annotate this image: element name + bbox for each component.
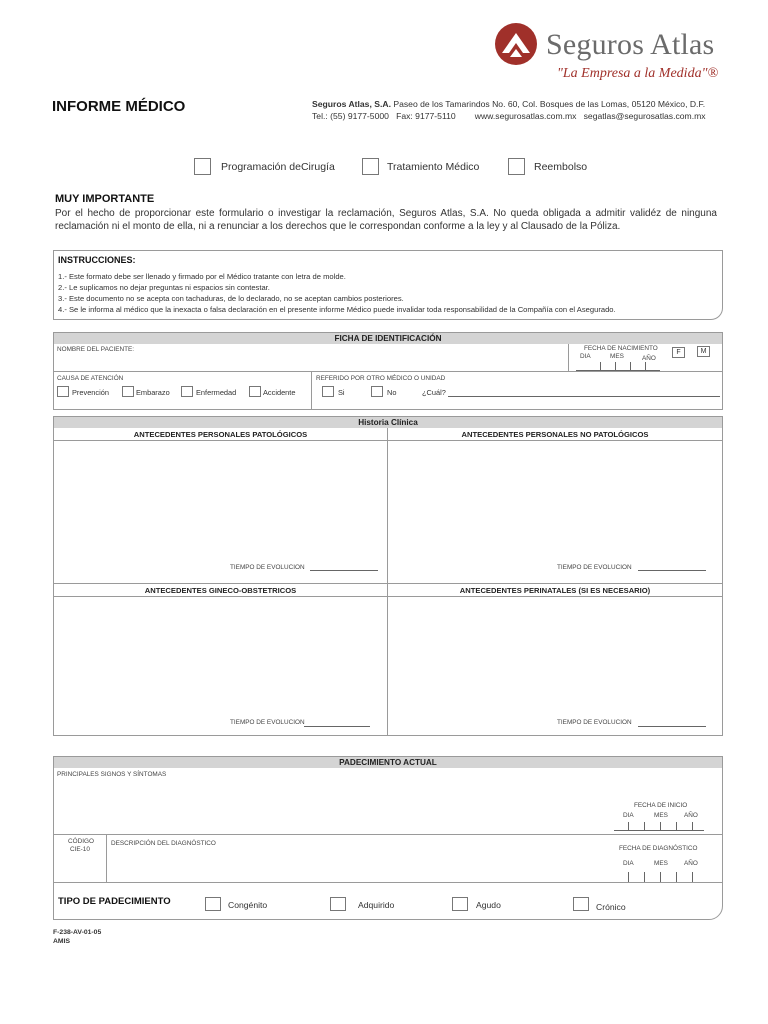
instruction-item: 4.- Se le informa al médico que la inexacta o falsa declaración en el presente informe Médico puede invalidar toda responsabilidad de la Compañía con el Asegurado.: [58, 305, 616, 314]
tick: [628, 872, 629, 882]
col-gineco: ANTECEDENTES GINECO-OBSTETRICOS: [144, 586, 297, 595]
col-patologicos: ANTECEDENTES PERSONALES PATOLÓGICOS: [133, 430, 308, 439]
label-embarazo: Embarazo: [136, 388, 170, 397]
ficha-title: FICHA DE IDENTIFICACIÓN: [54, 333, 722, 344]
divider: [53, 834, 723, 835]
fecha-inicio-line[interactable]: [614, 830, 704, 831]
company-address: Paseo de los Tamarindos No. 60, Col. Bosques de las Lomas, 05120 México, D.F.: [393, 99, 706, 109]
inicio-anio-label: AÑO: [684, 812, 698, 819]
divider: [311, 372, 312, 409]
label-tratamiento-medico: Tratamiento Médico: [387, 161, 480, 173]
tick: [630, 362, 631, 370]
divider: [53, 583, 723, 584]
diag-dia-label: DIA: [623, 860, 634, 867]
birth-year-label: AÑO: [642, 355, 656, 362]
checkbox-programacion-cirugia[interactable]: [194, 158, 211, 175]
seguros-atlas-logo-icon: [494, 22, 538, 66]
label-prevencion: Prevención: [72, 388, 109, 397]
tiempo-evolucion-label: TIEMPO DE EVOLUCION: [557, 564, 632, 571]
label-cronico: Crónico: [596, 902, 626, 912]
tipo-padecimiento-title: TIPO DE PADECIMIENTO: [58, 896, 171, 907]
col-no-patologicos: ANTECEDENTES PERSONALES NO PATOLÓGICOS: [461, 430, 649, 439]
tiempo-evolucion-field[interactable]: [304, 726, 370, 727]
inicio-mes-label: MES: [654, 812, 668, 819]
checkbox-referido-no[interactable]: [371, 386, 383, 397]
tick: [660, 822, 661, 830]
birth-date-label: FECHA DE NACIMIENTO: [584, 345, 658, 352]
instruction-item: 2.- Le suplicamos no dejar preguntas ni espacios sin contestar.: [58, 283, 270, 292]
label-adquirido: Adquirido: [358, 900, 395, 910]
tiempo-evolucion-label: TIEMPO DE EVOLUCION: [557, 719, 632, 726]
checkbox-tratamiento-medico[interactable]: [362, 158, 379, 175]
diag-mes-label: MES: [654, 860, 668, 867]
patient-name-label: NOMBRE DEL PACIENTE:: [57, 346, 135, 353]
tick: [628, 822, 629, 830]
divider: [106, 834, 107, 882]
diag-anio-label: AÑO: [684, 860, 698, 867]
form-footer: [53, 928, 101, 946]
sex-f-box[interactable]: F: [672, 347, 685, 358]
company-name: Seguros Atlas, S.A.: [312, 99, 391, 109]
padecimiento-title: PADECIMIENTO ACTUAL: [54, 757, 722, 768]
birth-month-label: MES: [610, 353, 624, 360]
tick: [676, 872, 677, 882]
tiempo-evolucion-field[interactable]: [638, 570, 706, 571]
divider: [53, 440, 723, 441]
checkbox-enfermedad[interactable]: [181, 386, 193, 397]
label-cual: ¿Cuál?: [422, 388, 446, 397]
company-contact: Tel.: (55) 9177-5000 Fax: 9177-5110 www.segurosatlas.com.mx segatlas@segurosatlas.com.mx: [312, 111, 706, 121]
label-accidente: Accidente: [263, 388, 296, 397]
checkbox-cronico[interactable]: [573, 897, 589, 911]
tiempo-evolucion-field[interactable]: [310, 570, 378, 571]
label-congenito: Congénito: [228, 900, 268, 910]
checkbox-prevencion[interactable]: [57, 386, 69, 397]
checkbox-reembolso[interactable]: [508, 158, 525, 175]
historia-section: [53, 416, 723, 736]
form-code: F-238-AV-01-05: [53, 929, 102, 936]
label-no: No: [387, 388, 397, 397]
form-org: AMIS: [53, 938, 70, 945]
tick: [644, 822, 645, 830]
cie-label: CIE-10: [70, 846, 90, 853]
tick: [644, 872, 645, 882]
tick: [600, 362, 601, 370]
label-programacion-cirugia: Programación deCirugía: [221, 161, 335, 173]
tiempo-evolucion-label: TIEMPO DE EVOLUCION: [230, 564, 305, 571]
cause-label: CAUSA DE ATENCIÓN: [57, 375, 124, 382]
checkbox-congenito[interactable]: [205, 897, 221, 911]
inicio-dia-label: DIA: [623, 812, 634, 819]
tick: [692, 822, 693, 830]
important-title: MUY IMPORTANTE: [55, 193, 155, 205]
document-title: INFORME MÉDICO: [52, 98, 186, 115]
divider: [53, 596, 723, 597]
divider: [387, 428, 388, 736]
label-reembolso: Reembolso: [534, 161, 588, 173]
sex-m-box[interactable]: M: [697, 346, 710, 357]
checkbox-referido-si[interactable]: [322, 386, 334, 397]
label-si: Si: [338, 388, 345, 397]
tick: [676, 822, 677, 830]
tiempo-evolucion-field[interactable]: [638, 726, 706, 727]
divider: [568, 344, 569, 371]
label-enfermedad: Enfermedad: [196, 388, 237, 397]
brand-tagline: "La Empresa a la Medida"®: [557, 66, 719, 81]
referred-label: REFERIDO POR OTRO MÉDICO O UNIDAD: [316, 375, 446, 382]
birth-day-label: DIA: [580, 353, 591, 360]
divider: [53, 882, 723, 883]
tick: [615, 362, 616, 370]
divider: [53, 371, 723, 372]
historia-title: Historia Clínica: [54, 417, 722, 428]
descripcion-label: DESCRIPCIÓN DEL DIAGNÓSTICO: [111, 840, 216, 847]
col-perinatales: ANTECEDENTES PERINATALES (SI ES NECESARIO): [459, 586, 651, 595]
label-agudo: Agudo: [476, 900, 501, 910]
checkbox-agudo[interactable]: [452, 897, 468, 911]
checkbox-embarazo[interactable]: [122, 386, 134, 397]
checkbox-adquirido[interactable]: [330, 897, 346, 911]
cual-field[interactable]: [448, 396, 720, 397]
instruction-item: 1.- Este formato debe ser llenado y firmado por el Médico tratante con letra de molde.: [58, 272, 346, 281]
fecha-diagnostico-label: FECHA DE DIAGNÓSTICO: [619, 845, 698, 852]
tick: [692, 872, 693, 882]
company-info: [312, 98, 706, 122]
codigo-label: CÓDIGO: [68, 838, 94, 845]
brand-name: Seguros Atlas: [546, 28, 715, 61]
checkbox-accidente[interactable]: [249, 386, 261, 397]
important-text: Por el hecho de proporcionar este formulario o investigar la reclamación, Seguros Atlas, S.A. No queda obligada a admitir validéz de ninguna reclamación ni el monto de ella, ni a renunciar a los derechos que le correspondan conforme a la ley y al Clausado de la Póliza.: [55, 208, 717, 232]
instruction-item: 3.- Este documento no se acepta con tachaduras, de lo declarado, no se aceptan cambios posteriores.: [58, 294, 404, 303]
tick: [645, 362, 646, 370]
signos-label: PRINCIPALES SIGNOS Y SÍNTOMAS: [57, 771, 167, 778]
fecha-inicio-label: FECHA DE INICIO: [634, 802, 688, 809]
tick: [660, 872, 661, 882]
tiempo-evolucion-label: TIEMPO DE EVOLUCION: [230, 719, 305, 726]
instructions-title: INSTRUCCIONES:: [58, 255, 136, 265]
